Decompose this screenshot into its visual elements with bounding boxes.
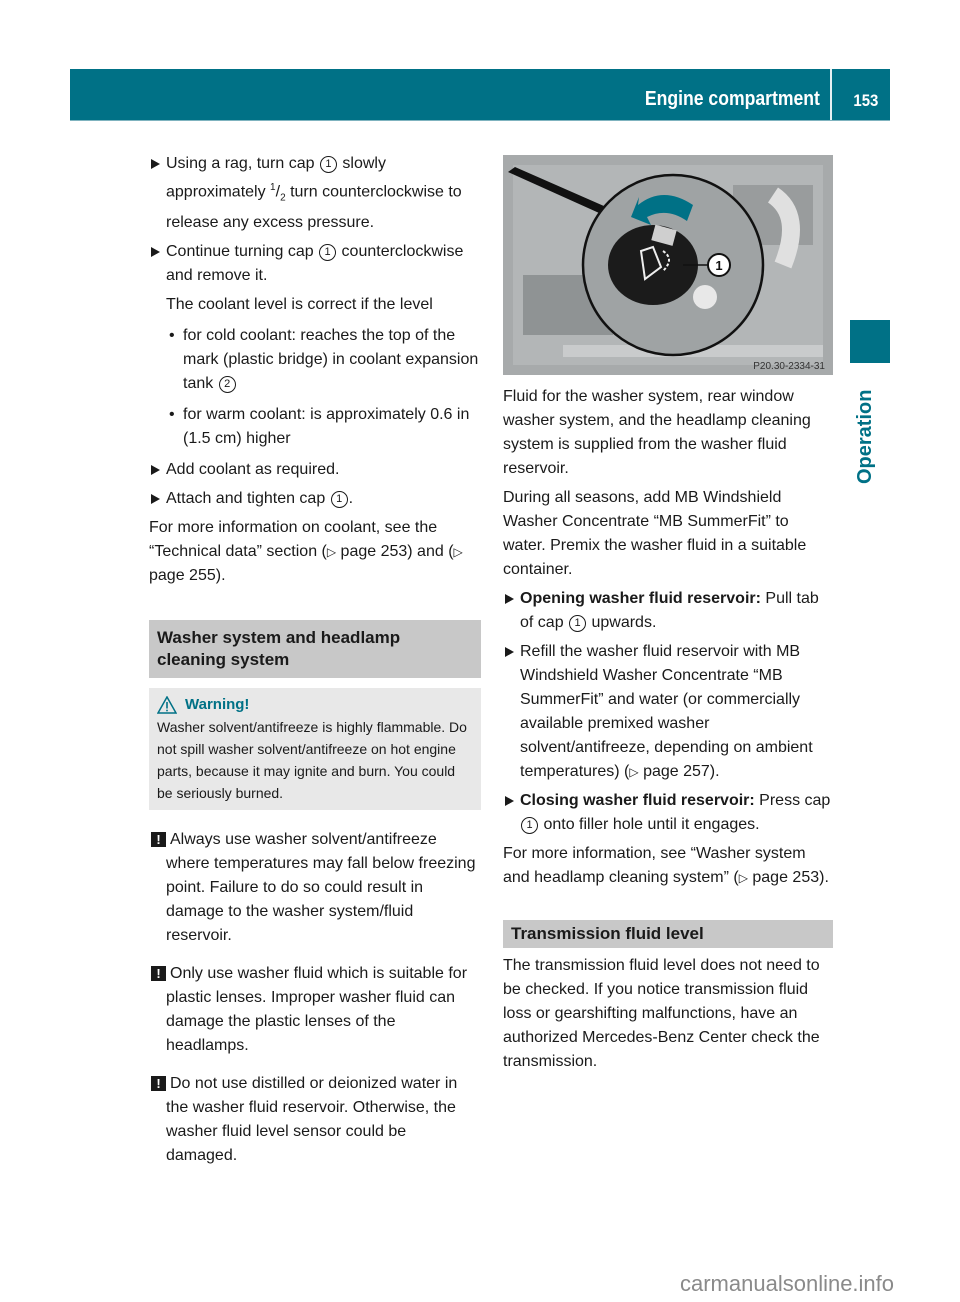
callout-1-icon: 1	[569, 615, 586, 632]
callout-1-icon: 1	[331, 491, 348, 508]
warning-title: Warning!	[185, 695, 250, 713]
page-number: 153	[853, 91, 878, 110]
washer-reservoir-image	[503, 155, 833, 375]
notice-plastic-lenses: ! Only use washer fluid which is suitable for plastic lenses. Improper washer fluid can damage the plastic lenses of the headlamps.	[149, 962, 481, 1058]
section-tab-label: Operation	[854, 389, 876, 484]
callout-1-icon: 1	[319, 244, 336, 261]
step-arrow-icon	[505, 647, 514, 657]
warning-triangle-icon	[157, 696, 177, 714]
page-ref-icon: ▷	[629, 765, 639, 779]
watermark: carmanualsonline.info	[680, 1271, 895, 1296]
header-divider	[830, 69, 832, 120]
coolant-bullet-warm: • for warm coolant: is approximately 0.6 in (1.5 cm) higher	[149, 403, 481, 451]
washer-more-info: For more information, see “Washer system and headlamp cleaning system” (▷ page 253).	[503, 845, 829, 886]
section-tab-marker	[850, 320, 890, 363]
callout-1-icon: 1	[320, 156, 337, 173]
step-arrow-icon	[151, 159, 160, 169]
right-column	[503, 385, 833, 1079]
section-heading-transmission: Transmission fluid level	[503, 920, 833, 948]
coolant-level-intro: The coolant level is correct if the level	[166, 295, 433, 313]
coolant-bullet-cold: • for cold coolant: reaches the top of the mark (plastic bridge) in coolant expansion tank 2	[149, 324, 481, 396]
notice-distilled-water: ! Do not use distilled or deionized water in the washer fluid reservoir. Otherwise, the washer fluid level sensor could be damaged.	[149, 1072, 481, 1168]
page-link-255[interactable]: page 255	[149, 566, 216, 584]
step-remove-cap: Continue turning cap 1 counterclockwise and remove it.	[149, 240, 481, 288]
section-heading-washer: Washer system and headlamp cleaning system	[149, 620, 481, 678]
step-close-reservoir: Closing washer fluid reservoir: Press cap 1 onto filler hole until it engages.	[503, 789, 833, 837]
warning-box	[149, 688, 481, 810]
left-column	[149, 152, 481, 1182]
step-turn-cap: Using a rag, turn cap 1 slowly approximately $^1/_2$ turn counterclockwise to release any excess pressure.	[149, 152, 481, 235]
coolant-more-info: For more information on coolant, see the “Technical data” section (▷ page 253) and (▷ page 255).	[149, 518, 463, 584]
step-arrow-icon	[151, 494, 160, 504]
step-arrow-icon	[505, 594, 514, 604]
step-add-coolant: Add coolant as required.	[149, 458, 481, 482]
illustration-callout-1: 1	[715, 258, 723, 273]
warning-text: Washer solvent/antifreeze is highly flammable. Do not spill washer solvent/antifreeze on hot engine parts, because it may ignite and burn. You could be seriously burned.	[157, 718, 467, 801]
illustration-code: P20.30-2334-31	[753, 361, 825, 372]
step-arrow-icon	[151, 465, 160, 475]
washer-intro-2: During all seasons, add MB Windshield Washer Concentrate “MB SummerFit” to water. Premix the washer fluid in a suitable container.	[503, 489, 807, 578]
bullet-icon: •	[169, 326, 175, 344]
page-header	[70, 69, 890, 121]
callout-2-icon: 2	[219, 376, 236, 393]
engine-illustration	[503, 155, 833, 375]
callout-1-icon: 1	[521, 817, 538, 834]
exclamation-icon: !	[151, 966, 166, 981]
page-link-257[interactable]: page 257	[643, 763, 710, 780]
step-refill-reservoir: Refill the washer fluid reservoir with MB Windshield Washer Concentrate “MB SummerFit” and water (or commercially available premixed washer solvent/antifreeze, depending on ambient temperatures) (▷ page 257).	[503, 640, 833, 784]
exclamation-icon: !	[151, 1076, 166, 1091]
washer-intro-1: Fluid for the washer system, rear window washer system, and the headlamp cleaning system is supplied from the washer fluid reservoir.	[503, 388, 811, 477]
page-link-253[interactable]: page 253	[752, 869, 820, 886]
page-link-253[interactable]: page 253	[340, 542, 408, 560]
bullet-icon: •	[169, 405, 175, 423]
page-ref-icon: ▷	[326, 544, 337, 559]
transmission-text: The transmission fluid level does not need to be checked. If you notice transmission fluid loss or gearshifting malfunctions, have an authorized Mercedes-Benz Center check the transmission.	[503, 957, 820, 1070]
step-open-reservoir: Opening washer fluid reservoir: Pull tab of cap 1 upwards.	[503, 587, 833, 635]
step-attach-cap: Attach and tighten cap 1 .	[149, 487, 481, 511]
step-arrow-icon	[151, 247, 160, 257]
step-arrow-icon	[505, 796, 514, 806]
notice-freezing: ! Always use washer solvent/antifreeze where temperatures may fall below freezing point. Failure to do so could result in damage to the washer system/fluid reservoir.	[149, 828, 481, 948]
page-ref-icon: ▷	[453, 544, 463, 559]
page-ref-icon: ▷	[738, 871, 748, 885]
exclamation-icon: !	[151, 832, 166, 847]
chapter-title: Engine compartment	[644, 88, 820, 110]
